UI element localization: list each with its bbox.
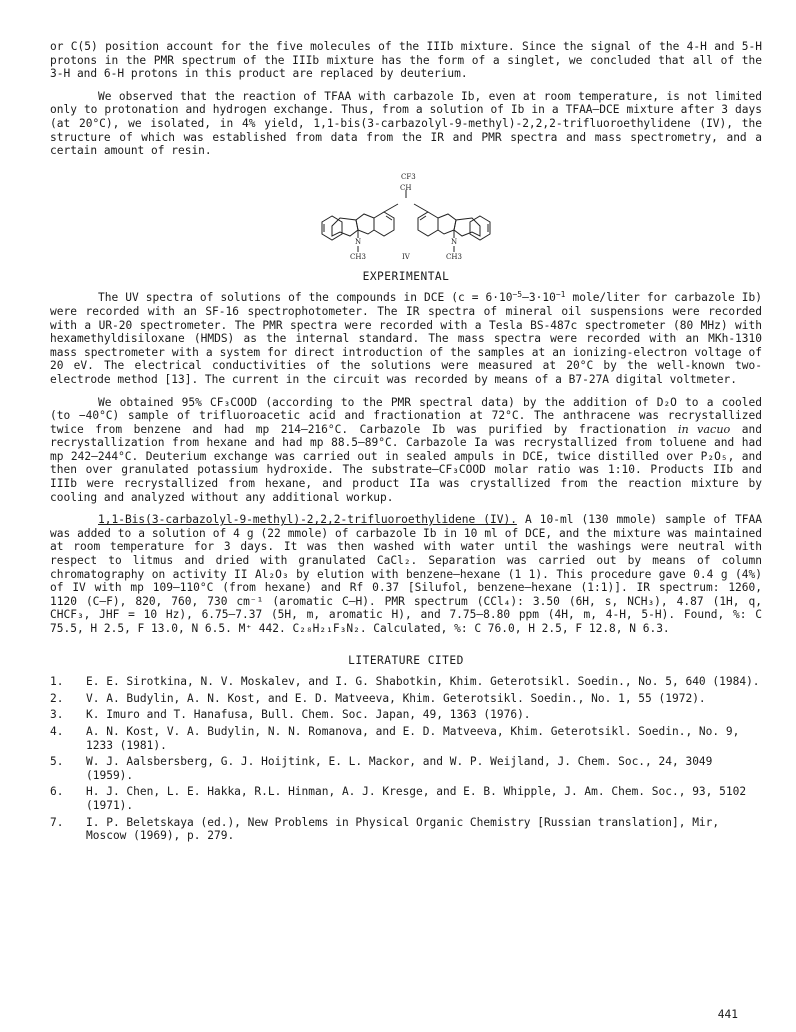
reference-number: 1. bbox=[50, 675, 64, 689]
experimental-paragraph-2 bbox=[50, 396, 762, 505]
reference-number: 5. bbox=[50, 755, 64, 769]
reference-text: E. E. Sirotkina, N. V. Moskalev, and I. G. Shabotkin, Khim. Geterotsikl. Soedin., No. 5, 640 (1984). bbox=[86, 675, 760, 689]
reference-item bbox=[50, 755, 762, 782]
reference-text: V. A. Budylin, A. N. Kost, and E. D. Matveeva, Khim. Geterotsikl. Soedin., No. 1, 55 (1972). bbox=[86, 691, 706, 705]
structure-drawing bbox=[306, 168, 506, 260]
intro-paragraph-2: We observed that the reaction of TFAA with carbazole Ib, even at room temperature, is not limited only to protonation and hydrogen exchange. Thus, from a solution of Ib in a TFAA–DCE mixture after 3 days (at 20°C), we isolated, in 4% yield, 1,1-bis(3-carbazolyl-9-methyl)-2,2,2-trifluoroethylidene (IV), the structure of which was established from data from the IR and PMR spectra and mass spectrometry, and a certain amount of resin. bbox=[50, 89, 762, 158]
ch3-left-label: CH3 bbox=[350, 252, 366, 260]
reference-number: 3. bbox=[50, 708, 64, 722]
p1-part-c: mole/liter for carbazole Ib) were recorded with an SF-16 spectrophotometer. The IR spectra of mineral oil suspensions were recorded with a UR-20 spectrometer. The PMR spectra were recorded with a Tesla BS-487c spectrometer (80 MHz) with hexamethyldisiloxane (HMDS) as the internal standard. The mass spectra were recorded with an MKh-1310 mass spectrometer with a system for direct introduction of the samples at an ionizing-electron voltage of 20 eV. The electrical conductivities of the solutions were measured at 20°C by the well-known two-electrode method [13]. The current in the circuit was recorded by means of a B7-27A digital voltmeter. bbox=[50, 291, 762, 386]
p1-part-a: The UV spectra of solutions of the compounds in DCE (c = 6·10 bbox=[98, 291, 513, 305]
reference-number: 6. bbox=[50, 785, 64, 799]
reference-text: H. J. Chen, L. E. Hakka, R.L. Hinman, A. J. Kresge, and E. B. Whipple, J. Am. Chem. Soc., 93, 5102 (1971). bbox=[86, 785, 747, 812]
compound-label: IV bbox=[402, 252, 410, 260]
reference-text: K. Imuro and T. Hanafusa, Bull. Chem. Soc. Japan, 49, 1363 (1976). bbox=[86, 708, 531, 722]
cf3-label: CF3 bbox=[401, 172, 416, 181]
p1-exponent-1: −5 bbox=[512, 290, 523, 300]
reference-text: W. J. Aalsbersberg, G. J. Hoijtink, E. L. Mackor, and W. P. Weijland, J. Chem. Soc., 24, 3049 (1959). bbox=[86, 755, 713, 782]
p3-body: A 10-ml (130 mmole) sample of TFAA was added to a solution of 4 g (22 mmole) of carbazole Ib in 10 ml of DCE, and the mixture was maintained at room temperature for 3 days. It was then washed with water until the washings were neutral with respect to litmus and dried with granulated CaCl₂. Separation was carried out by means of column chromatography on activity II Al₂O₃ by elution with benzene–hexane (1 1). This procedure gave 0.4 g (4%) of IV with mp 109–110°C (from hexane) and Rf 0.37 [Silufol, benzene–hexane (1:1)]. IR spectrum: 1260, 1120 (C–F), 820, 760, 730 cm⁻¹ (aromatic C–H). PMR spectrum (CCl₄): 3.50 (6H, s, NCH₃), 4.87 (1H, q, CHCF₃, JHF = 10 Hz), 6.75–7.37 (5H, m, aromatic H), and 7.75–8.80 ppm (4H, m, 4-H, 5-H). Found, %: C 75.5, H 2.5, F 13.0, N 6.5. M⁺ 442. C₂₈H₂₁F₃N₂. Calculated, %: C 76.0, H 2.5, F 12.8, N 6.3. bbox=[50, 513, 762, 635]
literature-heading: LITERATURE CITED bbox=[348, 653, 464, 667]
reference-text: I. P. Beletskaya (ed.), New Problems in Physical Organic Chemistry [Russian translation], Mir, Moscow (1969), p. 279. bbox=[86, 815, 720, 843]
reference-item bbox=[50, 708, 762, 722]
reference-item bbox=[50, 692, 762, 706]
p1-exponent-2: −1 bbox=[555, 290, 566, 300]
reference-number: 2. bbox=[50, 691, 64, 705]
reference-text: A. N. Kost, V. A. Budylin, N. N. Romanova, and E. D. Matveeva, Khim. Geterotsikl. Soedin., No. 9, 1233 (1981). bbox=[86, 724, 740, 752]
page-body bbox=[50, 40, 762, 846]
p2-part-b: and recrystallization from hexane and had mp 88.5–89°C. Carbazole Ia was recrystallized from toluene and had mp 242–244°C. Deuterium exchange was carried out in sealed ampuls in DCE, twice distilled over P₂O₅, and then over granulated potassium hydroxide. The substrate–CF₃COOD molar ratio was 1:10. Products IIb and IIIb were recrystallized from hexane, and product IIa was crystallized from the reaction mixture by cooling and analyzed without any additional workup. bbox=[50, 422, 762, 504]
reference-item bbox=[50, 785, 762, 812]
n-right-label: N bbox=[451, 237, 458, 246]
experimental-heading: EXPERIMENTAL bbox=[362, 269, 450, 283]
reference-number: 4. bbox=[50, 724, 64, 738]
p2-italic: in vacuo bbox=[677, 422, 731, 436]
ch3-right-label: CH3 bbox=[446, 252, 462, 260]
experimental-paragraph-3 bbox=[50, 513, 762, 635]
ch-label: CH bbox=[400, 183, 412, 192]
experimental-paragraph-1 bbox=[50, 291, 762, 386]
p3-compound-title: 1,1-Bis(3-carbazolyl-9-methyl)-2,2,2-trifluoroethylidene (IV). bbox=[98, 513, 517, 527]
n-left-label: N bbox=[355, 237, 362, 246]
reference-number: 7. bbox=[50, 815, 64, 829]
reference-item bbox=[50, 675, 762, 689]
p1-part-b: –3·10 bbox=[522, 291, 556, 305]
intro-paragraph-1: or C(5) position account for the five molecules of the IIIb mixture. Since the signal of the 4-H and 5-H protons in the PMR spectrum of the IIIb mixture has the form of a singlet, we concluded that all of the 3-H and 6-H protons in this product are replaced by deuterium. bbox=[50, 40, 762, 81]
p2-part-a: We obtained 95% CF₃COOD (according to the PMR spectral data) by the addition of D₂O to a cooled (to −40°C) sample of trifluoroacetic acid and fractionation at 72°C. The anthracene was recrystallized twice from benzene and had mp 214–216°C. Carbazole Ib was purified by fractionation bbox=[50, 395, 762, 436]
reference-item bbox=[50, 816, 762, 843]
page-number: 441 bbox=[717, 1008, 738, 1021]
chemical-structure-iv bbox=[50, 168, 762, 260]
reference-list bbox=[50, 675, 762, 843]
reference-item bbox=[50, 725, 762, 752]
